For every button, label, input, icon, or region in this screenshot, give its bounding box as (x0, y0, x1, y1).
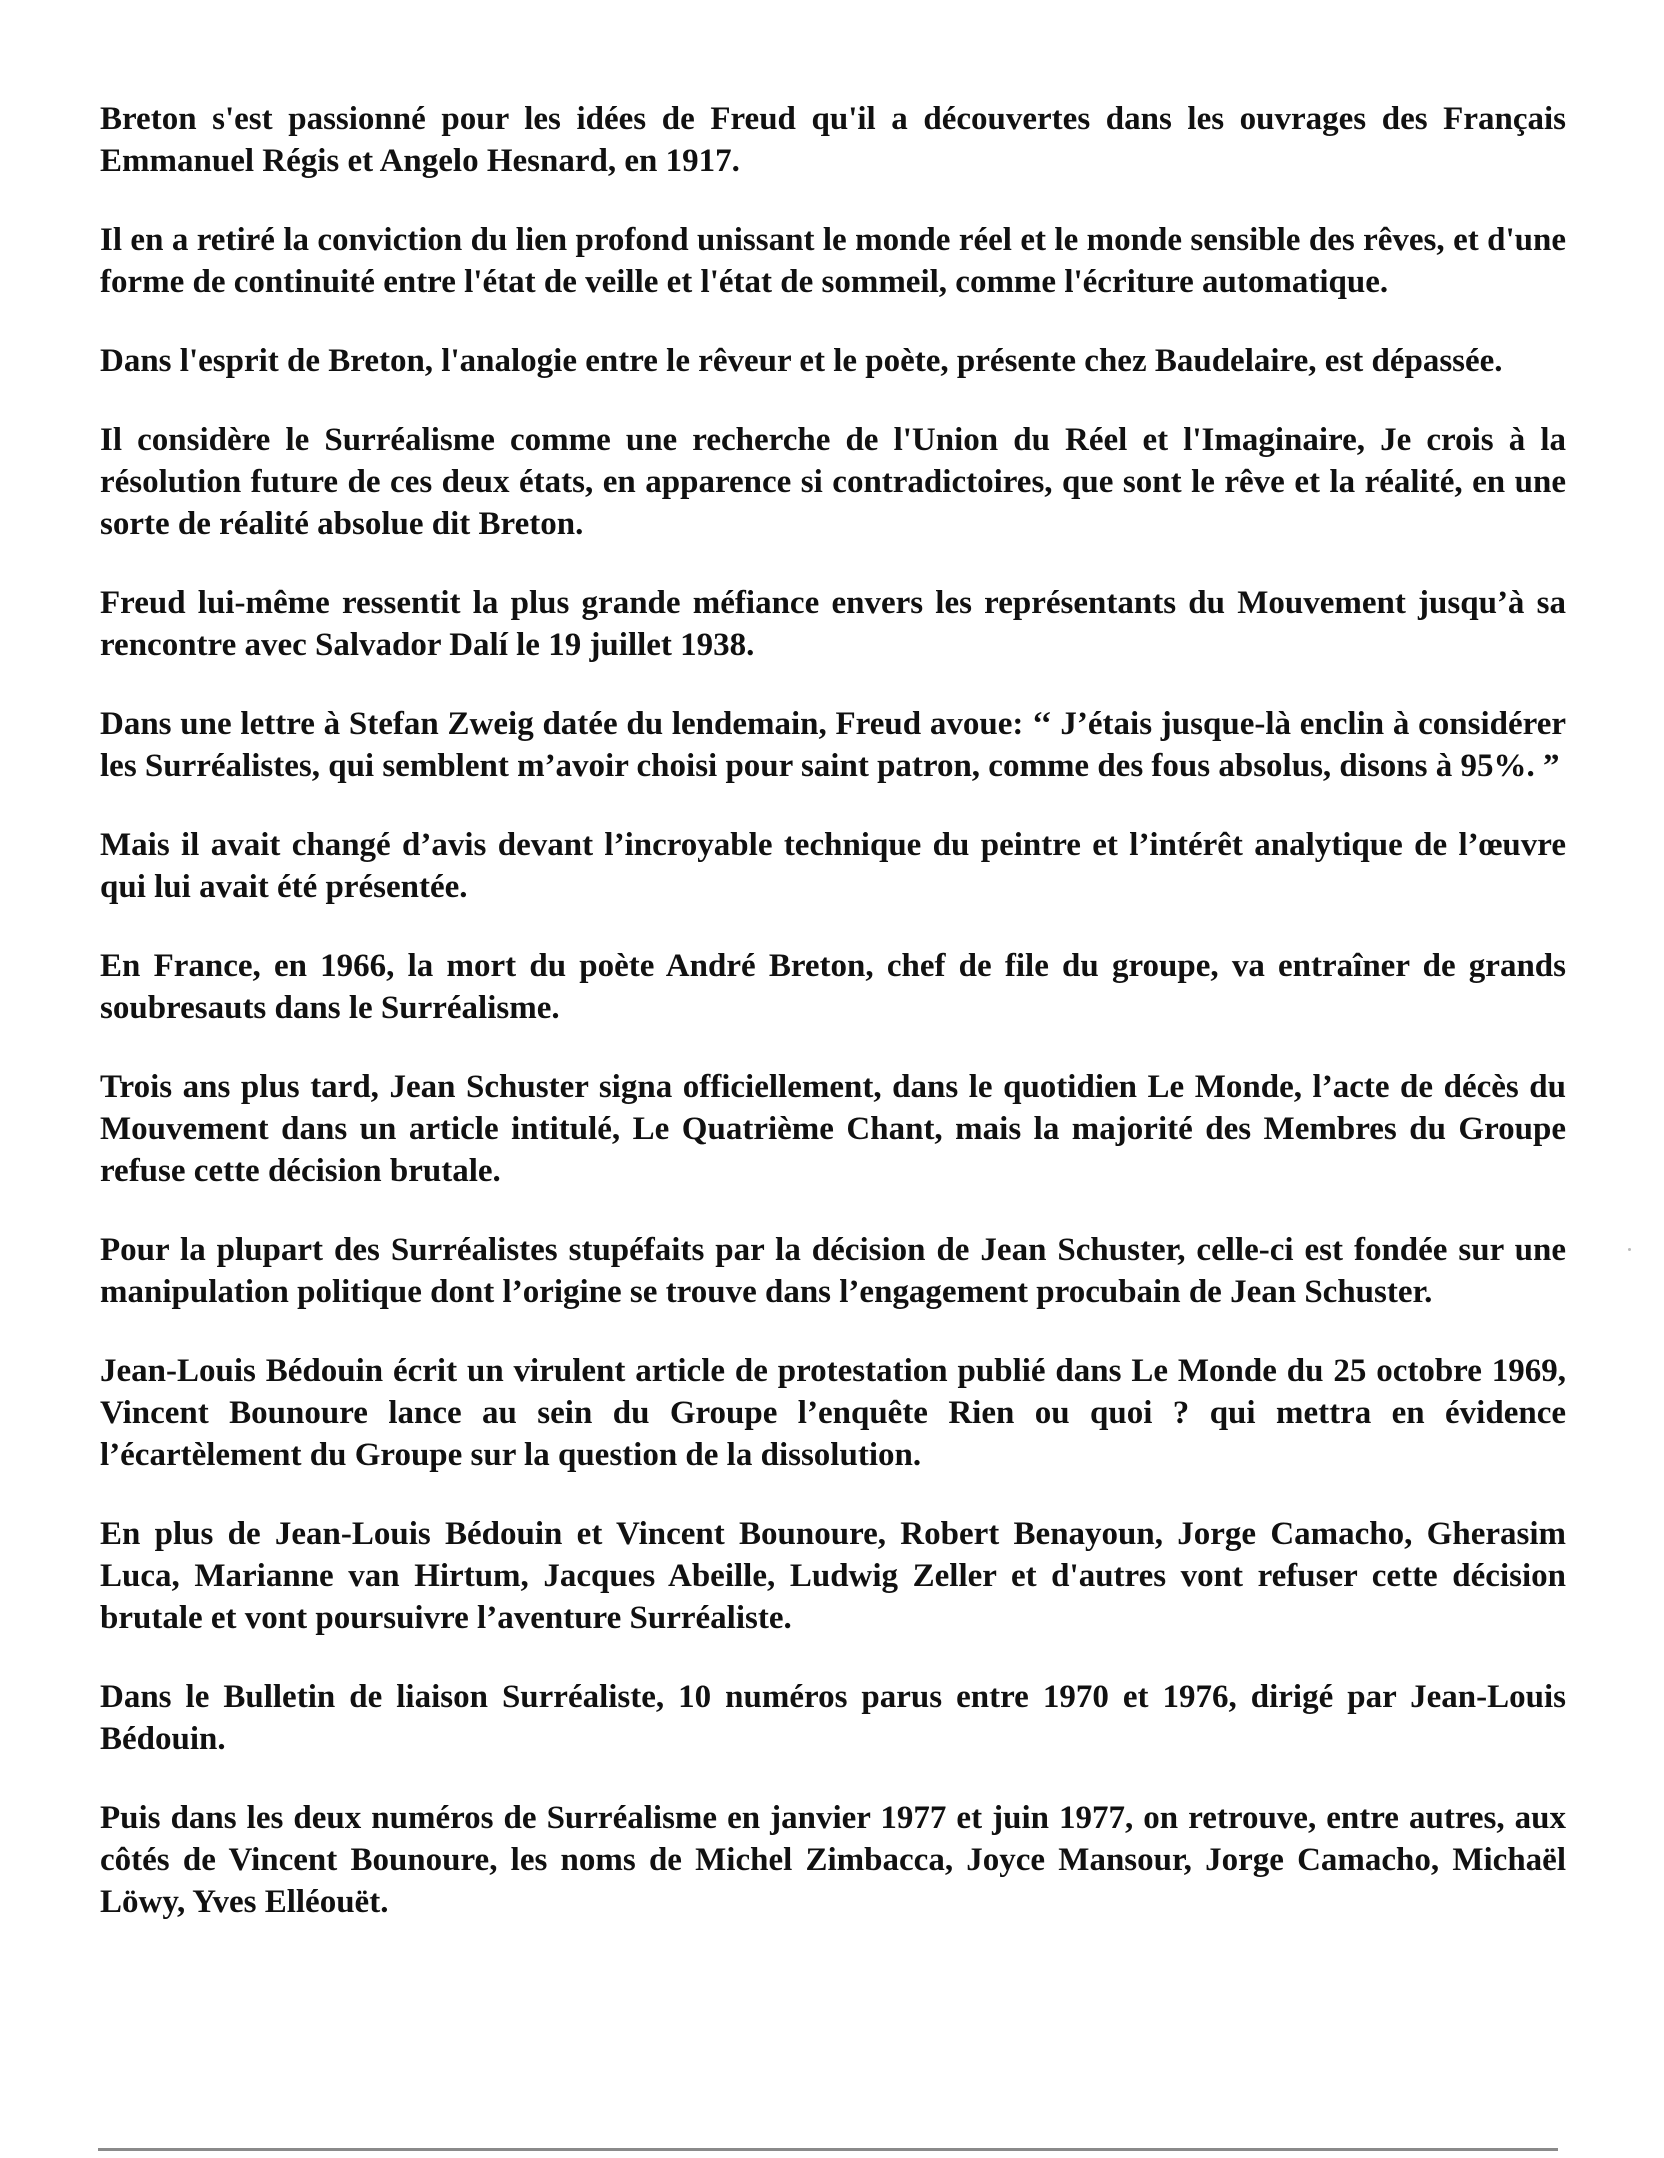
paragraph: En plus de Jean-Louis Bédouin et Vincent Bounoure, Robert Benayoun, Jorge Camacho, Gherasim Luca, Marianne van Hirtum, Jacques Abeille, Ludwig Zeller et d'autres vont refuser cette décision brutale et vont poursuivre l’aventure Surréaliste. (100, 1516, 1566, 1636)
paragraph: Dans l'esprit de Breton, l'analogie entre le rêveur et le poète, présente chez Baudelaire, est dépassée. (100, 343, 1503, 379)
paragraph: Freud lui-même ressentit la plus grande méfiance envers les représentants du Mouvement jusqu’à sa rencontre avec Salvador Dalí le 19 juillet 1938. (100, 585, 1566, 663)
scan-speck (1628, 1248, 1631, 1251)
paragraph: Puis dans les deux numéros de Surréalisme en janvier 1977 et juin 1977, on retrouve, entre autres, aux côtés de Vincent Bounoure, les noms de Michel Zimbacca, Joyce Mansour, Jorge Camacho, Michaël Löwy, Yves Elléouët. (100, 1800, 1566, 1920)
paragraph: En France, en 1966, la mort du poète André Breton, chef de file du groupe, va entraîner de grands soubresauts dans le Surréalisme. (100, 948, 1566, 1026)
paragraph: Mais il avait changé d’avis devant l’incroyable technique du peintre et l’intérêt analytique de l’œuvre qui lui avait été présentée. (100, 827, 1566, 905)
paragraph: Il en a retiré la conviction du lien profond unissant le monde réel et le monde sensible des rêves, et d'une forme de continuité entre l'état de veille et l'état de sommeil, comme l'écriture automatique. (100, 222, 1566, 300)
paragraph: Dans une lettre à Stefan Zweig datée du lendemain, Freud avoue: ‘‘ J’étais jusque-là enclin à considérer les Surréalistes, qui semblent m’avoir choisi pour saint patron, comme des fous absolus, disons à 95%. ” (100, 706, 1566, 784)
paragraph: Dans le Bulletin de liaison Surréaliste, 10 numéros parus entre 1970 et 1976, dirigé par Jean-Louis Bédouin. (100, 1679, 1566, 1757)
bottom-rule (98, 2148, 1558, 2151)
paragraph: Il considère le Surréalisme comme une recherche de l'Union du Réel et l'Imaginaire, Je crois à la résolution future de ces deux états, en apparence si contradictoires, que sont le rêve et la réalité, en une sorte de réalité absolue dit Breton. (100, 422, 1566, 542)
paragraph: Breton s'est passionné pour les idées de Freud qu'il a découvertes dans les ouvrages des Français Emmanuel Régis et Angelo Hesnard, en 1917. (100, 101, 1566, 179)
paragraph: Pour la plupart des Surréalistes stupéfaits par la décision de Jean Schuster, celle-ci est fondée sur une manipulation politique dont l’origine se trouve dans l’engagement procubain de Jean Schuster. (100, 1232, 1566, 1310)
paragraph: Jean-Louis Bédouin écrit un virulent article de protestation publié dans Le Monde du 25 octobre 1969, Vincent Bounoure lance au sein du Groupe l’enquête Rien ou quoi ? qui mettra en évidence l’écartèlement du Groupe sur la question de la dissolution. (100, 1353, 1566, 1473)
document-body (100, 98, 1566, 1960)
paragraph: Trois ans plus tard, Jean Schuster signa officiellement, dans le quotidien Le Monde, l’acte de décès du Mouvement dans un article intitulé, Le Quatrième Chant, mais la majorité des Membres du Groupe refuse cette décision brutale. (100, 1069, 1566, 1189)
